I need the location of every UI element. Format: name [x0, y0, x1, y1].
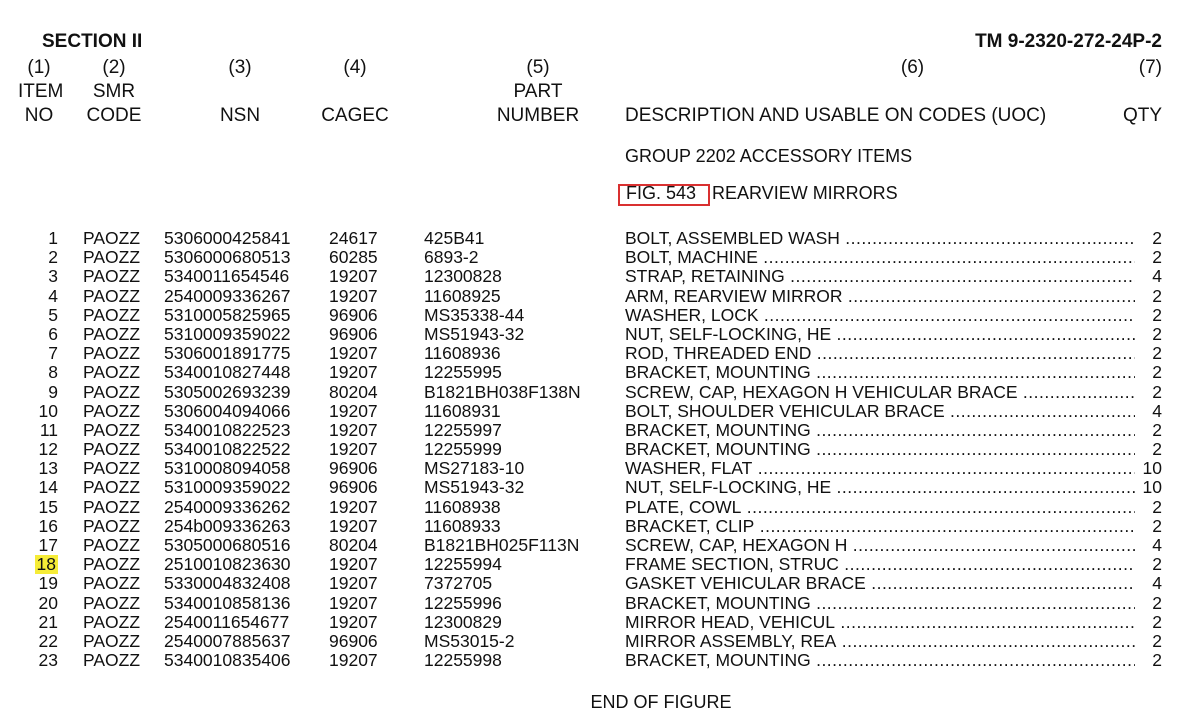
description: WASHER, FLAT ..... — [625, 459, 1135, 478]
item-no: 4 — [48, 285, 58, 306]
nsn: 5310009359022 — [164, 323, 291, 344]
nsn: 5330004832408 — [164, 573, 291, 594]
description: BOLT, SHOULDER VEHICULAR BRACE ..... — [625, 402, 1135, 421]
item-no: 1 — [48, 228, 58, 248]
table-row — [0, 574, 1200, 593]
qty: 2 — [1149, 517, 1162, 536]
cagec: 19207 — [329, 362, 378, 383]
description: ARM, REARVIEW MIRROR ..... — [625, 287, 1135, 306]
item-no: 8 — [48, 362, 58, 383]
part-number: 7372705 — [424, 573, 493, 594]
smr-code: PAOZZ — [83, 400, 141, 421]
nsn: 5305002693239 — [164, 381, 291, 402]
smr-code: PAOZZ — [83, 650, 141, 671]
smr-code: PAOZZ — [83, 477, 141, 498]
smr-code: PAOZZ — [83, 362, 141, 383]
description: MIRROR ASSEMBLY, REA ..... — [625, 632, 1135, 651]
cagec: 96906 — [329, 458, 378, 479]
description: ROD, THREADED END ..... — [625, 344, 1135, 363]
part-number: B1821BH038F138N — [424, 381, 581, 402]
nsn: 2540011654677 — [164, 611, 290, 632]
table-row — [0, 421, 1200, 440]
nsn: 5310008094058 — [164, 458, 291, 479]
description: MIRROR HEAD, VEHICUL ..... — [625, 613, 1135, 632]
part-number: 12300828 — [424, 266, 502, 287]
description: SCREW, CAP, HEXAGON H VEHICULAR BRACE ..... — [625, 383, 1135, 402]
figure-label: FIG. 543 — [626, 183, 697, 203]
figure-title: REARVIEW MIRRORS — [712, 183, 898, 203]
smr-code: PAOZZ — [83, 515, 141, 536]
part-number: B1821BH025F113N — [424, 535, 580, 555]
qty: 2 — [1149, 287, 1162, 306]
part-number: 12255998 — [424, 650, 502, 671]
col-header-qty: (7) QTY — [1122, 57, 1162, 126]
qty: 2 — [1149, 344, 1162, 363]
cagec: 96906 — [329, 477, 378, 498]
smr-code: PAOZZ — [83, 630, 141, 651]
qty: 2 — [1149, 440, 1162, 459]
parts-list — [0, 229, 1200, 670]
part-number: 12255999 — [424, 439, 502, 460]
table-row — [0, 517, 1200, 536]
qty: 10 — [1140, 478, 1162, 497]
nsn: 2540009336267 — [164, 285, 291, 306]
smr-code: PAOZZ — [83, 496, 141, 517]
part-number: 12255995 — [424, 362, 502, 383]
description: BOLT, ASSEMBLED WASH ..... — [625, 229, 1135, 248]
item-no: 7 — [48, 343, 58, 364]
description: BRACKET, MOUNTING ..... — [625, 363, 1135, 382]
description: NUT, SELF-LOCKING, HE ..... — [625, 478, 1135, 497]
description: BOLT, MACHINE ..... — [625, 248, 1135, 267]
part-number: 12300829 — [424, 611, 502, 632]
item-no: 16 — [38, 515, 58, 536]
item-no: 17 — [38, 535, 58, 555]
qty: 4 — [1149, 574, 1162, 593]
item-no: 10 — [38, 400, 58, 421]
col-header-description: (6) DESCRIPTION AND USABLE ON CODES (UOC) — [625, 57, 1047, 126]
col-header-smr-code: (2) SMR CODE — [86, 57, 142, 126]
smr-code: PAOZZ — [83, 247, 141, 268]
smr-code: PAOZZ — [83, 419, 141, 440]
qty: 2 — [1149, 421, 1162, 440]
part-number: 6893-2 — [424, 247, 479, 268]
cagec: 19207 — [329, 515, 378, 536]
smr-code: PAOZZ — [83, 381, 141, 402]
item-no: 11 — [39, 419, 58, 440]
nsn: 5306001891775 — [164, 343, 291, 364]
qty: 10 — [1140, 459, 1162, 478]
description: PLATE, COWL ..... — [625, 498, 1135, 517]
smr-code: PAOZZ — [83, 554, 141, 575]
qty: 4 — [1149, 536, 1162, 555]
smr-code: PAOZZ — [83, 266, 141, 287]
cagec: 19207 — [329, 266, 378, 287]
table-row — [0, 613, 1200, 632]
nsn: 2540009336262 — [164, 496, 291, 517]
item-no: 2 — [48, 247, 58, 268]
table-row — [0, 344, 1200, 363]
qty: 2 — [1149, 651, 1162, 670]
qty: 2 — [1149, 594, 1162, 613]
qty: 2 — [1149, 613, 1162, 632]
nsn: 5340010822522 — [164, 439, 291, 460]
description: BRACKET, CLIP ..... — [625, 517, 1135, 536]
section-title: SECTION II — [42, 31, 143, 52]
item-no: 22 — [38, 630, 58, 651]
table-row — [0, 459, 1200, 478]
smr-code: PAOZZ — [83, 323, 141, 344]
nsn: 5340010822523 — [164, 419, 291, 440]
nsn: 5306000680513 — [164, 247, 291, 268]
qty: 2 — [1149, 306, 1162, 325]
cagec: 19207 — [329, 419, 378, 440]
cagec: 19207 — [329, 400, 378, 421]
part-number: 11608933 — [424, 515, 501, 536]
item-no: 19 — [38, 573, 58, 594]
table-row — [0, 651, 1200, 670]
description: STRAP, RETAINING ..... — [625, 267, 1135, 286]
description: BRACKET, MOUNTING ..... — [625, 440, 1135, 459]
table-row — [0, 306, 1200, 325]
table-row — [0, 229, 1200, 248]
table-row — [0, 325, 1200, 344]
description: FRAME SECTION, STRUC ..... — [625, 555, 1135, 574]
nsn: 2540007885637 — [164, 630, 291, 651]
part-number: 12255996 — [424, 592, 502, 613]
smr-code: PAOZZ — [83, 228, 141, 248]
col-header-item-no: (1) ITEM NO — [18, 57, 64, 126]
item-no: 23 — [38, 650, 58, 671]
smr-code: PAOZZ — [83, 304, 141, 325]
part-number: 425B41 — [424, 228, 485, 248]
nsn: 2510010823630 — [164, 554, 291, 575]
item-no: 9 — [48, 381, 58, 402]
cagec: 80204 — [329, 535, 378, 555]
part-number: 11608938 — [424, 496, 501, 517]
col-header-nsn: (3) NSN — [219, 57, 261, 126]
smr-code: PAOZZ — [83, 535, 141, 555]
cagec: 96906 — [329, 630, 378, 651]
smr-code: PAOZZ — [83, 458, 141, 479]
table-row — [0, 287, 1200, 306]
smr-code: PAOZZ — [83, 611, 141, 632]
cagec: 60285 — [329, 247, 378, 268]
nsn: 5305000680516 — [164, 535, 291, 555]
qty: 2 — [1149, 248, 1162, 267]
smr-code: PAOZZ — [83, 343, 141, 364]
cagec: 19207 — [329, 554, 378, 575]
description: SCREW, CAP, HEXAGON H ..... — [625, 536, 1135, 555]
table-row — [0, 363, 1200, 382]
cagec: 19207 — [329, 573, 378, 594]
col-header-cagec: (4) CAGEC — [321, 57, 389, 126]
cagec: 19207 — [329, 650, 378, 671]
cagec: 19207 — [329, 439, 378, 460]
cagec: 19207 — [329, 343, 378, 364]
nsn: 5340010858136 — [164, 592, 291, 613]
table-row — [0, 478, 1200, 497]
smr-code: PAOZZ — [83, 439, 141, 460]
end-of-figure: END OF FIGURE — [590, 692, 732, 712]
part-number: 11608931 — [424, 400, 501, 421]
table-row — [0, 248, 1200, 267]
group-title: GROUP 2202 ACCESSORY ITEMS — [625, 146, 913, 166]
qty: 2 — [1149, 383, 1162, 402]
part-number: MS53015-2 — [424, 630, 515, 651]
part-number: MS35338-44 — [424, 304, 525, 325]
item-no: 3 — [48, 266, 58, 287]
qty: 2 — [1149, 325, 1162, 344]
table-row — [0, 383, 1200, 402]
nsn: 5306000425841 — [164, 228, 291, 248]
table-row — [0, 498, 1200, 517]
qty: 4 — [1149, 402, 1162, 421]
table-row — [0, 594, 1200, 613]
cagec: 80204 — [329, 381, 378, 402]
part-number: MS51943-32 — [424, 323, 525, 344]
item-no: 6 — [48, 323, 58, 344]
nsn: 254b009336263 — [164, 515, 291, 536]
description: BRACKET, MOUNTING ..... — [625, 651, 1135, 670]
manual-number: TM 9-2320-272-24P-2 — [975, 31, 1162, 52]
item-no: 5 — [48, 304, 58, 325]
part-number: 12255997 — [424, 419, 502, 440]
smr-code: PAOZZ — [83, 573, 141, 594]
qty: 2 — [1149, 555, 1162, 574]
description: NUT, SELF-LOCKING, HE ..... — [625, 325, 1135, 344]
qty: 2 — [1149, 363, 1162, 382]
cagec: 24617 — [329, 228, 378, 248]
cagec: 19207 — [329, 496, 378, 517]
item-no: 15 — [38, 496, 58, 517]
nsn: 5310009359022 — [164, 477, 291, 498]
part-number: MS51943-32 — [424, 477, 525, 498]
nsn: 5340010835406 — [164, 650, 291, 671]
table-row — [0, 632, 1200, 651]
item-no: 14 — [38, 477, 58, 498]
part-number: 11608925 — [424, 285, 501, 306]
table-row — [0, 440, 1200, 459]
description: BRACKET, MOUNTING ..... — [625, 421, 1135, 440]
item-no: 21 — [38, 611, 58, 632]
item-no: 13 — [38, 458, 58, 479]
qty: 4 — [1149, 267, 1162, 286]
nsn: 5306004094066 — [164, 400, 291, 421]
qty: 2 — [1149, 498, 1162, 517]
table-row — [0, 536, 1200, 555]
description: WASHER, LOCK ..... — [625, 306, 1135, 325]
table-row — [0, 402, 1200, 421]
description: BRACKET, MOUNTING ..... — [625, 594, 1135, 613]
cagec: 96906 — [329, 304, 378, 325]
qty: 2 — [1149, 632, 1162, 651]
col-header-part-number: (5) PART NUMBER — [496, 57, 580, 126]
table-row — [0, 267, 1200, 286]
smr-code: PAOZZ — [83, 592, 141, 613]
nsn: 5310005825965 — [164, 304, 291, 325]
item-no: 20 — [38, 592, 58, 613]
cagec: 19207 — [329, 611, 378, 632]
part-number: 11608936 — [424, 343, 501, 364]
table-row — [0, 555, 1200, 574]
smr-code: PAOZZ — [83, 285, 141, 306]
description: GASKET VEHICULAR BRACE ..... — [625, 574, 1135, 593]
nsn: 5340010827448 — [164, 362, 291, 383]
cagec: 96906 — [329, 323, 378, 344]
nsn: 5340011654546 — [164, 266, 290, 287]
item-no: 18 — [36, 554, 56, 575]
part-number: 12255994 — [424, 554, 502, 575]
part-number: MS27183-10 — [424, 458, 525, 479]
cagec: 19207 — [329, 285, 378, 306]
cagec: 19207 — [329, 592, 378, 613]
item-no: 12 — [38, 439, 58, 460]
qty: 2 — [1149, 229, 1162, 248]
